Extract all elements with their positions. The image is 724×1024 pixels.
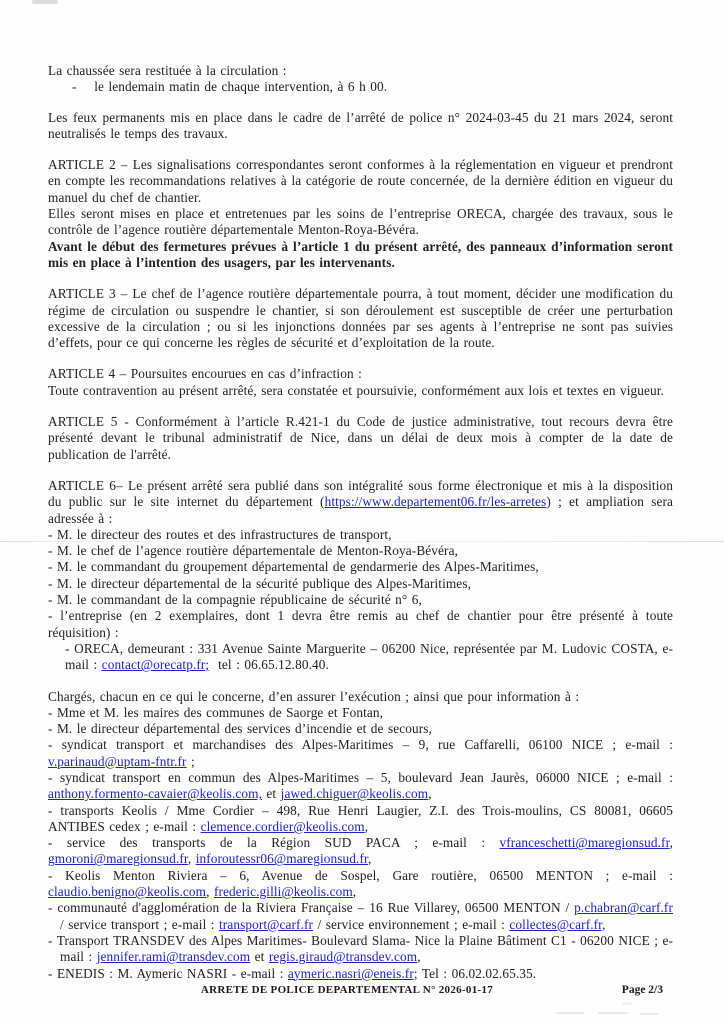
bullet-lendemain — [48, 79, 673, 95]
scan-mark-artifact — [556, 1012, 584, 1014]
text-run: tel : 06.65.12.80.40. — [209, 657, 329, 673]
text-run: - syndicat transport en commun des Alpes-Maritimes – 5, boulevard Jean Jaurès, 06000 NICE ; e-mail : — [48, 769, 673, 785]
maregionsud-vfranceschetti-email-link[interactable]: vfranceschetti@maregionsud.fr — [499, 835, 670, 851]
text-run: - le lendemain matin de chaque intervention, à 6 h 00. — [72, 79, 388, 95]
transdev-regis-email-link[interactable]: regis.giraud@transdev.com — [268, 949, 418, 965]
list-incendie-secours — [48, 721, 673, 737]
text-run: , — [364, 818, 369, 834]
text-run: ; — [186, 753, 195, 769]
para-article-6 — [48, 478, 673, 527]
list-keolis-menton — [48, 868, 673, 901]
text-run: ARTICLE 4 – Poursuites encourues en cas d’infraction : — [48, 366, 362, 382]
list-enedis — [48, 966, 673, 982]
para-elles-seront — [48, 206, 673, 239]
text-run: Elles seront mises en place et entretenues par les soins de l’entreprise ORECA, chargée des travaux, sous le contrôle de l’agence routière départementale Menton-Roya-Bévéra. — [48, 206, 673, 238]
text-run: - service des transports de la Région SUD PACA ; e-mail : — [48, 835, 500, 851]
document-body — [48, 63, 673, 982]
text-run: Chargés, chacun en ce qui le concerne, d’en assurer l’exécution ; ainsi que pour information à : — [48, 688, 580, 704]
text-run: , — [368, 851, 372, 867]
text-run: - communauté d'agglomération de la Riviera Française – 16 Rue Villarey, 06500 MENTON / — [48, 900, 575, 916]
keolis-anthony-email-link[interactable]: anthony.formento-cavaier@keolis.com, — [48, 786, 262, 802]
list-transports-keolis — [48, 803, 673, 836]
carf-collectes-email-link[interactable]: collectes@carf.fr, — [509, 916, 606, 932]
text-run: Toute contravention au présent arrêté, sera constatée et poursuivie, conformément aux lois et textes en vigueur. — [48, 382, 665, 398]
para-feux-permanents — [48, 110, 673, 143]
text-run: - M. le directeur départemental de la sécurité publique des Alpes-Maritimes, — [48, 575, 472, 591]
maregionsud-inforoutes-email-link[interactable]: inforoutessr06@maregionsud.fr — [195, 851, 368, 867]
list-transdev — [48, 933, 673, 966]
transdev-jennifer-email-link[interactable]: jennifer.rami@transdev.com — [96, 949, 251, 965]
carf-chabran-email-link[interactable]: p.chabran@carf.fr — [574, 900, 673, 916]
keolis-clemence-email-link[interactable]: clemence.cordier@keolis.com — [200, 818, 365, 834]
para-chaussee-intro — [48, 63, 673, 79]
scan-mark-artifact — [640, 1013, 658, 1015]
text-run: et — [262, 786, 281, 802]
text-run: , — [187, 851, 196, 867]
text-run: , — [352, 884, 357, 900]
para-toute-contravention — [48, 383, 673, 399]
keolis-frederic-email-link[interactable]: frederic.gilli@keolis.com — [213, 884, 353, 900]
text-run: ARTICLE 6– Le présent arrêté sera publié dans son intégralité sous forme électronique et mis à la disposition du public sur le site internet du département ( — [48, 477, 673, 510]
para-article-3 — [48, 286, 673, 351]
list-chef-agence — [48, 543, 673, 559]
para-article-5 — [48, 414, 673, 463]
list-syndicat-commun — [48, 770, 673, 803]
text-run: - Transport TRANSDEV des Alpes Maritimes- Boulevard Slama- Nice la Plaine Bâtiment C1 - 06200 NICE ; e-mail : — [48, 932, 673, 965]
list-directeur-securite — [48, 576, 673, 592]
text-run: - M. le directeur départemental des services d’incendie et de secours, — [48, 721, 432, 737]
text-run: , — [428, 786, 432, 802]
keolis-jawed-email-link[interactable]: jawed.chiguer@keolis.com — [280, 786, 429, 802]
text-run: - transports Keolis / Mme Cordier – 498, Rue Henri Laugier, Z.I. des Trois-moulins, CS 80081, 06605 ANTIBES cedex ; e-mail : — [48, 802, 673, 834]
scan-mark-artifact — [622, 1002, 632, 1005]
list-syndicat-marchandises — [48, 737, 673, 770]
text-run: - Keolis Menton Riviera – 6, Avenue de Sospel, Gare routière, 06500 MENTON ; e-mail : — [48, 867, 673, 883]
text-run: Les feux permanents mis en place dans le cadre de l’arrêté de police n° 2024-03-45 du 21 mars 2024, seront neutralisés le temps des travaux. — [48, 109, 673, 141]
text-run: - M. le commandant du groupement départemental de gendarmerie des Alpes-Maritimes, — [48, 559, 539, 575]
text-run: / service environnement ; e-mail : — [313, 916, 510, 932]
footer-page-number: Page 2/3 — [621, 984, 663, 996]
keolis-claudio-email-link[interactable]: claudio.benigno@keolis.com — [48, 884, 207, 900]
text-run: ) ; et ampliation sera adressée à : — [48, 494, 673, 526]
text-run: - M. le commandant de la compagnie républicaine de sécurité n° 6, — [48, 592, 422, 608]
text-run: ARTICLE 5 - Conformément à l’article R.421-1 du Code de justice administrative, tout recours devra être présenté devant le tribunal administratif de Nice, dans un délai de deux mois à compter de la date de publication de l'arrêté. — [48, 414, 673, 462]
text-run: , — [206, 884, 214, 900]
footer-arrete-reference: ARRETE DE POLICE DEPARTEMENTAL N° 2026-01-17 — [200, 984, 494, 996]
text-run: ARTICLE 2 – Les signalisations correspondantes seront conformes à la réglementation en vigueur et prendront en compte les recommandations relatives à la catégorie de route concernée, de la dernière édition en vigueur du manuel du chef de chantier. — [48, 157, 673, 205]
oreca-email-link[interactable]: contact@orecatp.fr; — [101, 657, 210, 673]
maregionsud-gmoroni-email-link[interactable]: gmoroni@maregionsud.fr — [48, 851, 188, 867]
list-region-sud — [48, 835, 673, 868]
departement06-link[interactable]: https://www.departement06.fr/les-arretes — [324, 494, 547, 510]
scan-smudge-artifact — [32, 0, 58, 4]
para-article-2 — [48, 157, 673, 206]
list-entreprise — [48, 608, 673, 641]
carf-transport-email-link[interactable]: transport@carf.fr — [219, 916, 314, 932]
list-commandant-crs — [48, 592, 673, 608]
text-run: , — [669, 835, 673, 851]
list-carf — [48, 900, 673, 933]
para-charges — [48, 689, 673, 705]
uptam-email-link[interactable]: v.parinaud@uptam-fntr.fr — [48, 753, 187, 769]
list-directeur-routes — [48, 527, 673, 543]
text-run: La chaussée sera restituée à la circulation : — [48, 63, 287, 78]
para-article-4 — [48, 366, 673, 382]
enedis-email-link[interactable]: aymeric.nasri@eneis.fr; — [287, 965, 418, 981]
text-run: et — [250, 949, 269, 965]
text-run: - M. le chef de l’agence routière départementale de Menton-Roya-Bévéra, — [48, 543, 459, 559]
text-run: - ORECA, demeurant : 331 Avenue Sainte Marguerite – 06200 Nice, représentée par M. Ludovic COSTA, e-mail : — [65, 640, 673, 673]
list-oreca — [48, 641, 673, 674]
text-run: - Mme et M. les maires des communes de Saorge et Fontan, — [48, 704, 384, 720]
scan-mark-artifact — [598, 1012, 628, 1014]
text-run: - syndicat transport et marchandises des Alpes-Maritimes – 9, rue Caffarelli, 06100 NICE ; e-mail : — [48, 737, 673, 753]
text-run: ARTICLE 3 – Le chef de l’agence routière départementale pourra, à tout moment, décider une modification du régime de circulation ou suspendre le chantier, si son déroulement est susceptible de créer une perturbation excessive de la circulation ; ou si les injonctions données par ses agents à l’entreprise ne sont pas suivies d’effets, pour ce qui concerne les règles de sécurité et d’exploitation de la route. — [48, 286, 673, 351]
list-maires — [48, 705, 673, 721]
text-run: - ENEDIS : M. Aymeric NASRI - e-mail : — [48, 965, 288, 981]
text-run: - l’entreprise (en 2 exemplaires, dont 1 devra être remis au chef de chantier pour être présenté à toute réquisition) : — [48, 608, 673, 640]
text-run: Avant le début des fermetures prévues à l’article 1 du présent arrêté, des panneaux d’information seront mis en place à l’intention des usagers, par les intervenants. — [48, 238, 673, 270]
text-run: , — [417, 949, 421, 965]
list-commandant-gendarmerie — [48, 559, 673, 575]
text-run: / service transport ; e-mail : — [60, 916, 220, 932]
text-run: Tel : 06.02.02.65.35. — [417, 965, 537, 981]
para-avant-fermetures — [48, 239, 673, 272]
text-run: - M. le directeur des routes et des infrastructures de transport, — [48, 526, 392, 542]
